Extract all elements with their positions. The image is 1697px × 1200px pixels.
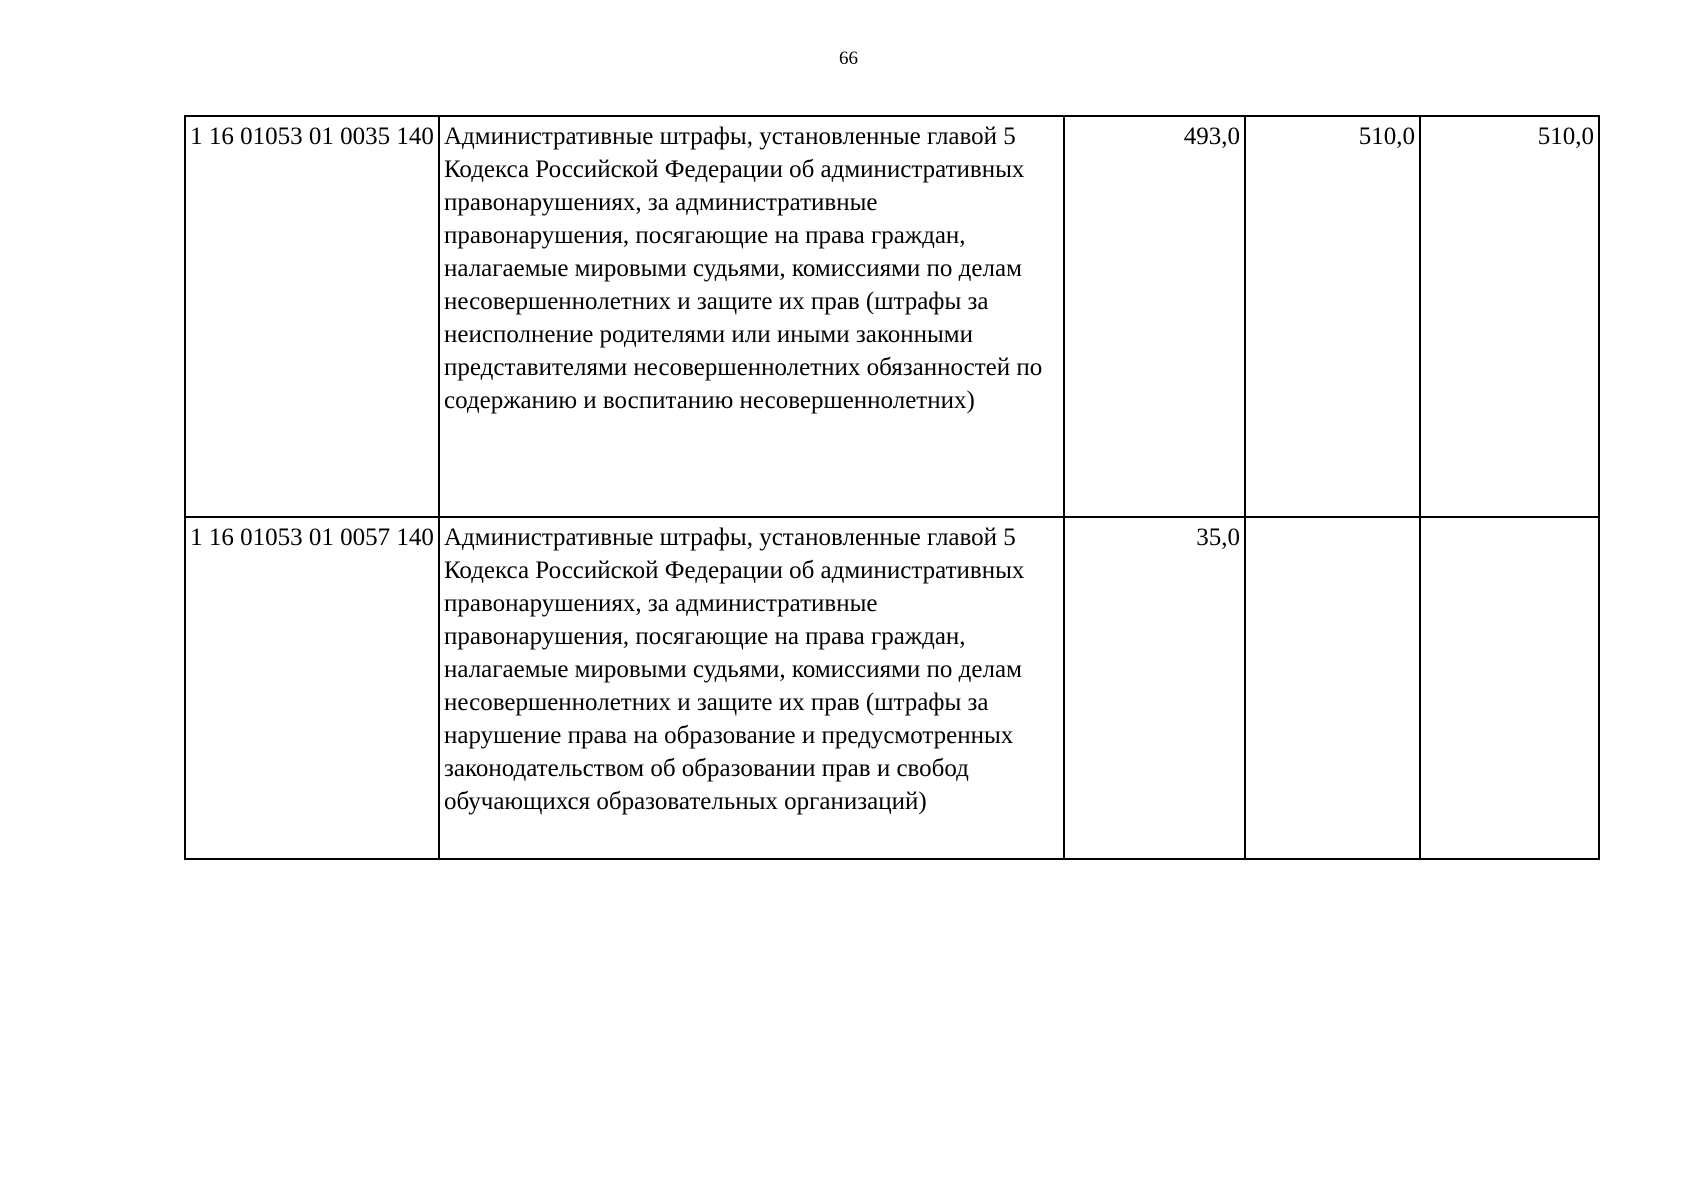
revenue-description: Административные штрафы, установленные главой 5 Кодекса Российской Федерации об административных правонарушениях, за административные правонарушения, посягающие на права граждан, налагаемые мировыми судьями, комиссиями по делам несовершеннолетних и защите их прав (штрафы за нарушение права на образование и предусмотренных законодательством об образовании прав и свобод обучающихся образовательных организаций) bbox=[439, 517, 1064, 859]
budget-classification-code: 1 16 01053 01 0035 140 bbox=[185, 116, 439, 517]
amount-year-1: 35,0 bbox=[1064, 517, 1245, 859]
amount-year-2: 510,0 bbox=[1245, 116, 1420, 517]
amount-year-1: 493,0 bbox=[1064, 116, 1245, 517]
page-number: 66 bbox=[839, 48, 858, 69]
table-row bbox=[185, 116, 1599, 517]
revenue-description: Административные штрафы, установленные главой 5 Кодекса Российской Федерации об административных правонарушениях, за административные правонарушения, посягающие на права граждан, налагаемые мировыми судьями, комиссиями по делам несовершеннолетних и защите их прав (штрафы за неисполнение родителями или иными законными представителями несовершеннолетних обязанностей по содержанию и воспитанию несовершеннолетних) bbox=[439, 116, 1064, 517]
budget-classification-code: 1 16 01053 01 0057 140 bbox=[185, 517, 439, 859]
table-row bbox=[185, 517, 1599, 859]
amount-year-2 bbox=[1245, 517, 1420, 859]
revenue-table bbox=[184, 115, 1600, 860]
amount-year-3 bbox=[1420, 517, 1599, 859]
amount-year-3: 510,0 bbox=[1420, 116, 1599, 517]
